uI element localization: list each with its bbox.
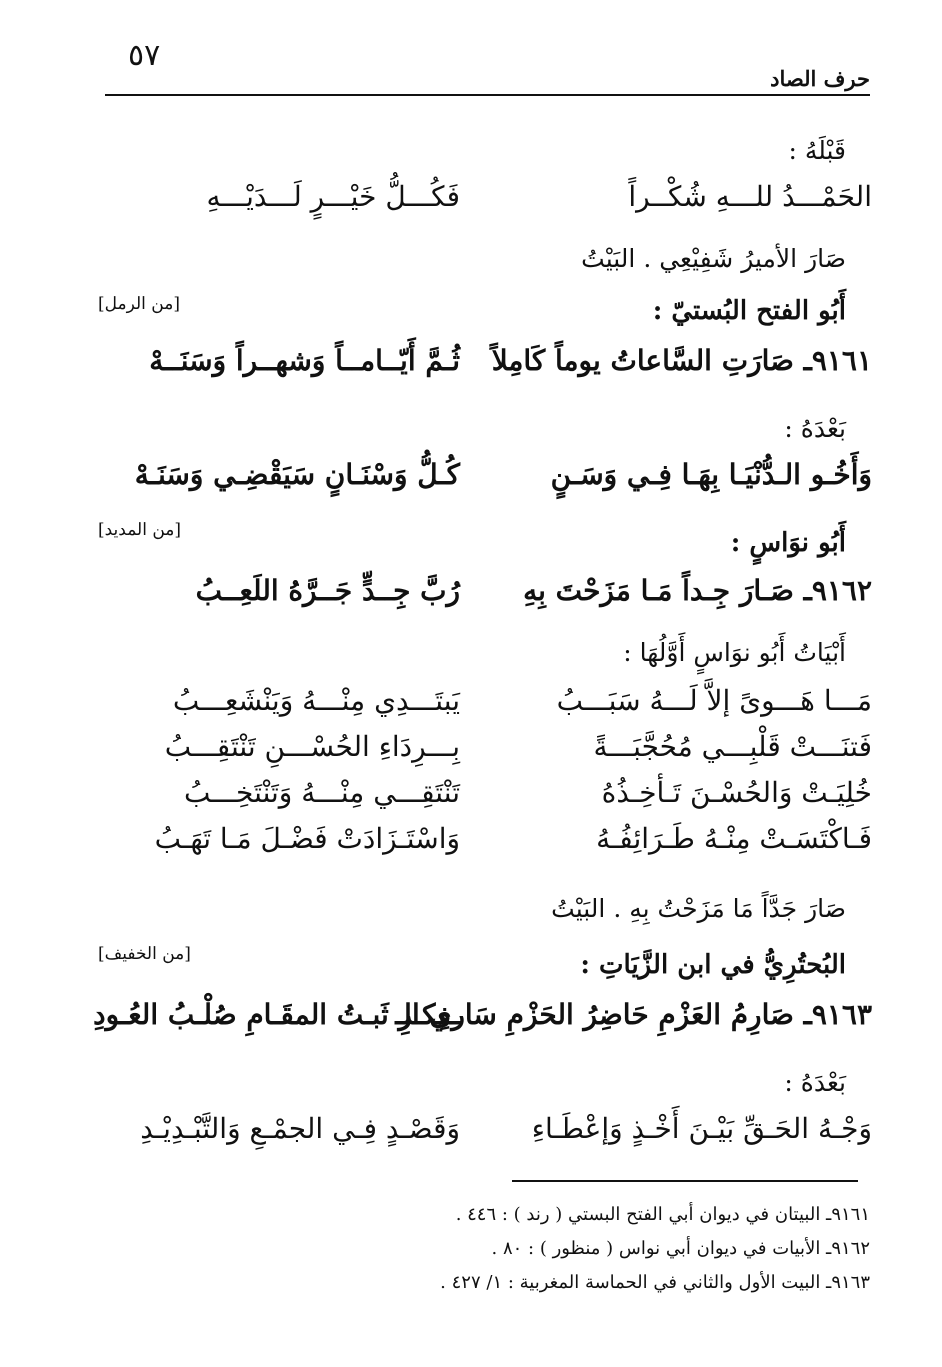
numbered-verse xyxy=(115,574,872,618)
intro-after: بَعْدَهُ : xyxy=(784,1068,846,1097)
second-hemistich: فَكُـــلُّ خَيْـــرٍ لَـــدَيْـــهِ xyxy=(206,180,460,213)
meter-label: [من الرمل] xyxy=(98,294,180,314)
poet-heading: البُحتُرِيُّ في ابن الزَّيَاتِ : xyxy=(580,950,846,980)
quoted-line: صَارَ جَدَّاً مَا مَزَحْتُ بِهِ . البَيْتُ xyxy=(551,894,846,923)
meter-label: [من المديد] xyxy=(98,520,182,540)
verse-line xyxy=(115,730,872,774)
verse-line xyxy=(115,776,872,820)
first-hemistich: مَـــا هَـــوىً إلاَّ لَـــهُ سَبَـــبُ xyxy=(556,684,872,717)
second-hemistich: ثُـمَّ أَيّــامــاً وَشهــراً وَسَنَــهْ xyxy=(149,344,460,377)
header-rule xyxy=(105,94,870,96)
verse-line xyxy=(115,684,872,728)
running-title: حرف الصاد xyxy=(770,66,870,91)
second-hemistich: تَنْتَقِـــي مِنْـــهُ وَتَنْتَخِـــبُ xyxy=(183,776,460,809)
page-number: ٥٧ xyxy=(128,38,161,73)
second-hemistich: يَبتَـــدِي مِنْـــهُ وَيَنْشَعِـــبُ xyxy=(172,684,460,717)
footnote-rule xyxy=(512,1180,858,1182)
intro-verses: أَبْيَاتُ أَبُو نوَاسٍ أَوَّلُهَا : xyxy=(623,638,846,667)
second-hemistich: ـفِكـرِ ثَبـتُ المقَـامِ صُلْـبُ العُـودِ xyxy=(93,998,460,1031)
first-hemistich: الحَمْـــدُ للـــهِ شُكْــراً xyxy=(628,180,872,213)
first-hemistich: فَـاكْتَسَـتْ مِنْـهُ طَـرَائِفُـهُ xyxy=(596,822,872,855)
first-hemistich: خُلِيَـتْ وَالحُسْـنَ تَـأخِـذُهُ xyxy=(601,776,872,809)
footnote: ٩١٦٢ـ الأبيات في ديوان أبي نواس ( منظور ) : ٨٠ . xyxy=(491,1238,870,1259)
footnote: ٩١٦٣ـ البيت الأول والثاني في الحماسة المغربية : ١/ ٤٢٧ . xyxy=(440,1272,870,1293)
quoted-line: صَارَ الأميرُ شَفِيْعِي . البَيْتُ xyxy=(581,244,846,273)
meter-label: [من الخفيف] xyxy=(98,944,191,964)
first-hemistich: ٩١٦٢ـ صَـارَ جِـداً مَـا مَزَحْتَ بِهِ xyxy=(523,574,872,607)
intro-before: قَبْلَهُ : xyxy=(788,136,846,165)
numbered-verse xyxy=(115,344,872,388)
second-hemistich: وَاسْتَـزَادَتْ فَضْـلَ مَـا تَهَـبُ xyxy=(154,822,460,855)
first-hemistich: فَتنَـــتْ قَلْبِـــي مُحُجَّبَـــةً xyxy=(593,730,872,763)
second-hemistich: رُبَّ جِــدٍّ جَــرَّهُ اللَعِــبُ xyxy=(195,574,460,607)
verse-line xyxy=(115,180,872,224)
verse-line xyxy=(115,822,872,866)
intro-after: بَعْدَهُ : xyxy=(784,414,846,443)
second-hemistich: بِـــرِدَاءِ الحُسْـــنِ تَنْتَقِـــبُ xyxy=(164,730,460,763)
first-hemistich: ٩١٦١ـ صَارَتِ السَّاعاتُ يوماً كَامِلاً xyxy=(491,344,872,377)
first-hemistich: ٩١٦٣ـ صَارِمُ العَزْمِ حَاضِرُ الحَزْمِ سَاري الـ xyxy=(395,998,872,1031)
poet-heading: أَبُو الفتح البُستيّ : xyxy=(652,296,846,326)
numbered-verse xyxy=(93,998,872,1042)
verse-number: ٩١٦٢ـ xyxy=(803,574,872,607)
second-hemistich: كُـلُّ وَسْنَـانٍ سَيَقْضِـي وَسَنَـهْ xyxy=(134,458,460,491)
verse-line xyxy=(115,458,872,502)
verse-number: ٩١٦٣ـ xyxy=(803,998,872,1031)
first-hemistich: وَجْـهُ الحَـقِّ بَيْـنَ أَخْـذٍ وَإعْطَـاءِ xyxy=(531,1112,872,1145)
verse-number: ٩١٦١ـ xyxy=(803,344,872,377)
poet-heading: أَبُو نوَاسٍ : xyxy=(730,528,846,558)
first-hemistich: وَأَخُـو الـدُّنْيَـا بِهَـا فِـي وَسَـنٍ xyxy=(550,458,872,491)
second-hemistich: وَقَصْـدٍ فِـي الجمْـعِ وَالتَّبْـدِيْـدِ xyxy=(140,1112,460,1145)
footnote: ٩١٦١ـ البيتان في ديوان أبي الفتح البستي ( رند ) : ٤٤٦ . xyxy=(455,1204,870,1225)
verse-line xyxy=(115,1112,872,1156)
